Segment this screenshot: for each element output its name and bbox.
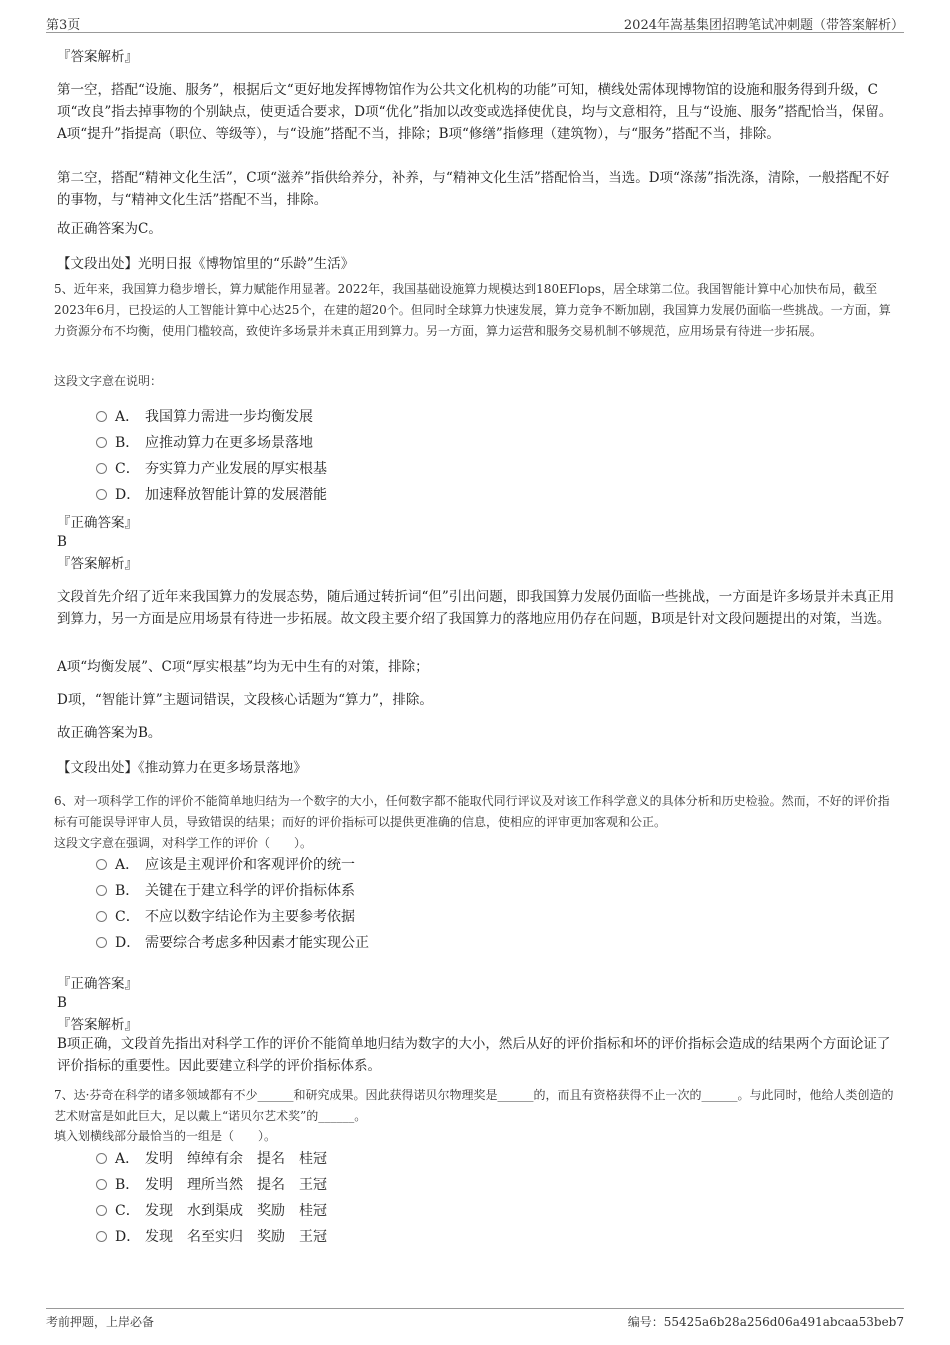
q6-option-a[interactable]: A． 应该是主观评价和客观评价的统一 xyxy=(96,854,355,876)
q5-conclusion: 故正确答案为B。 xyxy=(57,725,162,741)
q6-analysis: B项正确，文段首先指出对科学工作的评价不能简单地归结为数字的大小，然后从好的评价指标和坏的评价指标会造成的结果两个方面论证了评价指标的重要性。因此要建立科学的评价指标体系。 xyxy=(57,1036,891,1074)
document-code: 编号：55425a6b28a256d06a491abcaa53beb7 xyxy=(627,1315,904,1329)
q6-answer: B xyxy=(57,995,67,1011)
q7-option-d[interactable]: D． 发现 名至实归 奖励 王冠 xyxy=(96,1226,341,1248)
q6-answer-label: 『正确答案』 xyxy=(57,976,138,992)
q4-conclusion: 故正确答案为C。 xyxy=(57,221,162,237)
q7-stem: 7、达·芬奇在科学的诸多领域都有不少______和研究成果。因此获得诺贝尔物理奖是______的，而且有资格获得不止一次的______。与此同时，他给人类创造的艺术财富是如此巨大，足以戴上“诺贝尔艺术奖”的______。 xyxy=(54,1088,894,1123)
q5-analysis-p1: 文段首先介绍了近年来我国算力的发展态势，随后通过转折词“但”引出问题，即我国算力发展仍面临一些挑战，一方面是许多场景并未真正用到算力，另一方面是应用场景有待进一步拓展。故文段主要介绍了我国算力的落地应用仍存在问题，B项是针对文段问题提出的对策，当选。 xyxy=(57,589,895,627)
q5-analysis-p3: D项，“智能计算”主题词错误，文段核心话题为“算力”，排除。 xyxy=(57,692,433,708)
radio-icon[interactable] xyxy=(96,1205,107,1216)
q6-prompt: 这段文字意在强调，对科学工作的评价（ ）。 xyxy=(54,836,313,850)
page-header xyxy=(46,10,904,33)
q7-option-b[interactable]: B． 发明 理所当然 提名 王冠 xyxy=(96,1174,341,1196)
page-footer xyxy=(46,1308,904,1331)
radio-icon[interactable] xyxy=(96,885,107,896)
document-title: 2024年嵩基集团招聘笔试冲刺题（带答案解析） xyxy=(623,18,904,33)
radio-icon[interactable] xyxy=(96,437,107,448)
radio-icon[interactable] xyxy=(96,1153,107,1164)
q5-option-c[interactable]: C． 夯实算力产业发展的厚实根基 xyxy=(96,458,327,480)
radio-icon[interactable] xyxy=(96,1179,107,1190)
radio-icon[interactable] xyxy=(96,937,107,948)
q4-analysis-p1: 第一空，搭配“设施、服务”，根据后文“更好地发挥博物馆作为公共文化机构的功能”可知，横线处需体现博物馆的设施和服务得到升级，C项“改良”指去掉事物的个别缺点，使更适合要求，D项“优化”指加以改变或选择使优良，均与文意相符，且与“设施、服务”搭配恰当，保留。A项“提升”指提高（职位、等级等），与“设施”搭配不当，排除；B项“修缮”指修理（建筑物），与“服务”搭配不当，排除。 xyxy=(57,82,893,142)
q7-option-c[interactable]: C． 发现 水到渠成 奖励 桂冠 xyxy=(96,1200,341,1222)
radio-icon[interactable] xyxy=(96,859,107,870)
q5-answer-label: 『正确答案』 xyxy=(57,515,138,531)
q5-analysis-p2: A项“均衡发展”、C项“厚实根基”均为无中生有的对策，排除； xyxy=(57,659,429,675)
q4-analysis-p2: 第二空，搭配“精神文化生活”，C项“滋养”指供给养分，补养，与“精神文化生活”搭配恰当，当选。D项“涤荡”指洗涤，清除，一般搭配不好的事物，与“精神文化生活”搭配不当，排除。 xyxy=(57,170,890,208)
q5-source: 【文段出处】《推动算力在更多场景落地》 xyxy=(57,760,307,776)
radio-icon[interactable] xyxy=(96,411,107,422)
radio-icon[interactable] xyxy=(96,489,107,500)
q7-option-a[interactable]: A． 发明 绰绰有余 提名 桂冠 xyxy=(96,1148,341,1170)
q6-analysis-label: 『答案解析』 xyxy=(57,1017,138,1033)
radio-icon[interactable] xyxy=(96,911,107,922)
q6-option-c[interactable]: C． 不应以数字结论作为主要参考依据 xyxy=(96,906,355,928)
q5-answer: B xyxy=(57,534,67,550)
q5-analysis-label: 『答案解析』 xyxy=(57,556,138,572)
q6-option-d[interactable]: D． 需要综合考虑多种因素才能实现公正 xyxy=(96,932,369,954)
q5-prompt: 这段文字意在说明： xyxy=(54,374,163,388)
q4-source: 【文段出处】光明日报《博物馆里的“乐龄”生活》 xyxy=(57,256,355,272)
q6-option-b[interactable]: B． 关键在于建立科学的评价指标体系 xyxy=(96,880,355,902)
q5-option-a[interactable]: A． 我国算力需进一步均衡发展 xyxy=(96,406,313,428)
q5-option-d[interactable]: D． 加速释放智能计算的发展潜能 xyxy=(96,484,327,506)
q4-analysis-label: 『答案解析』 xyxy=(57,49,138,65)
radio-icon[interactable] xyxy=(96,463,107,474)
footer-slogan: 考前押题，上岸必备 xyxy=(46,1315,155,1329)
q5-option-b[interactable]: B． 应推动算力在更多场景落地 xyxy=(96,432,313,454)
page-number: 第3页 xyxy=(46,18,81,33)
q5-stem: 5、近年来，我国算力稳步增长，算力赋能作用显著。2022年，我国基础设施算力规模达到180EFlops，居全球第二位。我国智能计算中心加快布局，截至2023年6月，已投运的人工智能计算中心达25个，在建的超20个。但同时全球算力快速发展，算力竞争不断加剧，我国算力发展仍面临一些挑战。一方面，算力资源分布不均衡，使用门槛较高，致使许多场景并未真正用到算力。另一方面，算力运营和服务交易机制不够规范，应用场景有待进一步拓展。 xyxy=(54,282,891,338)
q6-stem: 6、对一项科学工作的评价不能简单地归结为一个数字的大小，任何数字都不能取代同行评议及对该工作科学意义的具体分析和历史检验。然而，不好的评价指标有可能误导评审人员，导致错误的结果；而好的评价指标可以提供更准确的信息，使相应的评审更加客观和公正。 xyxy=(54,794,890,829)
radio-icon[interactable] xyxy=(96,1231,107,1242)
q7-prompt: 填入划横线部分最恰当的一组是（ ）。 xyxy=(54,1129,277,1143)
